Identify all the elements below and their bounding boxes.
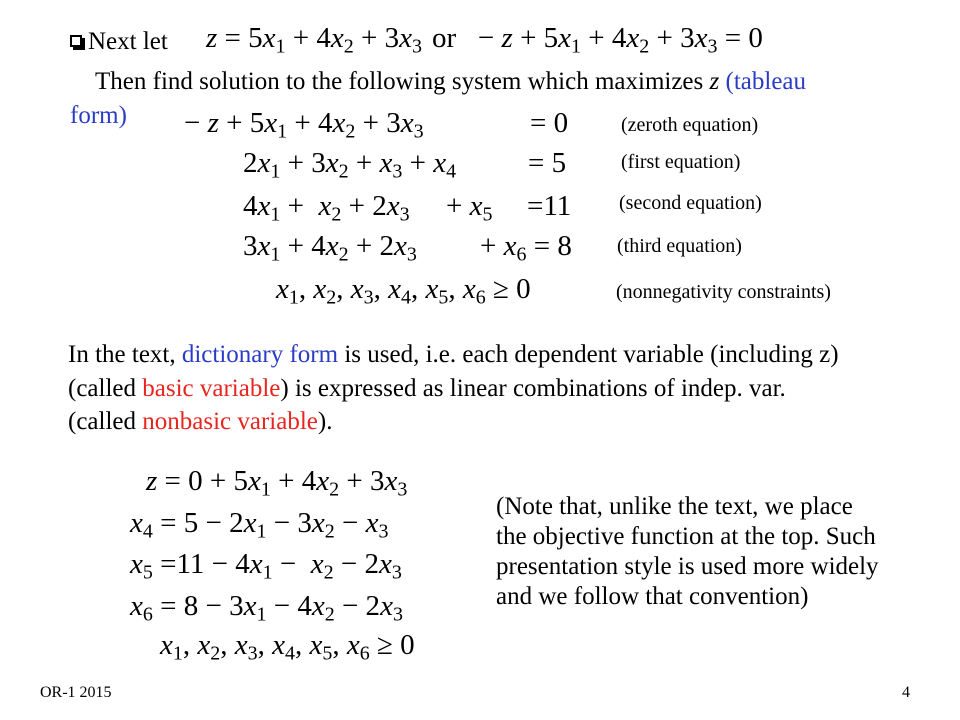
dict-l2-a: (called [68,375,143,402]
eq-second-slack: + $x_5$ [446,190,493,226]
note-nonneg: (nonnegativity constraints) [616,281,831,303]
side-note-line-2: the objective function at the top. Such [496,523,876,550]
dict-line-3 [68,407,332,436]
intro-text-part1: Then find solution to the following system which maximizes [95,68,710,95]
eq-zeroth-lhs: − $z + 5x_1 + 4x_2 + 3x_3$ [184,107,424,143]
intro-z: z [709,68,720,95]
page-number: 4 [902,684,910,701]
dict-line-1 [68,340,839,369]
side-note-line-3: presentation style is used more widely [496,553,879,580]
objective-alt-form: or − $z + 5x_1 + 4x_2 + 3x_3 = 0$ [432,22,763,58]
dict-term-basic-variable: basic variable [142,375,281,402]
note-first: (first equation) [621,151,741,173]
checkbox-bullet-icon [70,35,82,47]
objective-definition: $z = 5x_1 + 4x_2 + 3x_3$ [206,22,422,58]
dict-eq-x6: $x_6 = 8 - 3x_1 - 4x_2 - 2x_3$ [130,590,403,626]
dict-l3-c: ). [317,408,333,435]
dict-eq-x4: $x_4 = 5 - 2x_1 - 3x_2 - x_3$ [130,507,389,543]
eq-nonneg: $x_1$, $x_2$, $x_3$, $x_4$, $x_5$, $x_6 \ge 0$ [276,273,531,309]
intro-line-2: form) [70,102,127,129]
dict-eq-nonneg: $x_1$, $x_2$, $x_3$, $x_4$, $x_5$, $x_6 \ge 0$ [160,629,415,665]
eq-zeroth-rhs: = 0 [530,107,569,139]
dict-l1-c: is used, i.e. each dependent variable (including z) [338,341,839,368]
dict-eq-x5: $x_5 =11 - 4x_1 - x_2 - 2x_3$ [130,548,402,584]
eq-second-rhs: =11 [527,190,572,222]
dict-l1-a: In the text, [68,341,182,368]
note-second: (second equation) [619,192,762,214]
dict-l3-a: (called [68,408,143,435]
dict-eq-z: $z = 0 + 5x_1 + 4x_2 + 3x_3$ [146,465,408,501]
intro-line-1 [95,67,806,96]
intro-tableau: (tableau [719,68,807,95]
dict-term-dictionary-form: dictionary form [181,341,339,368]
footer-course: OR-1 2015 [40,684,112,701]
dict-line-2 [68,374,786,403]
note-zeroth: (zeroth equation) [621,114,759,136]
bullet-line [70,27,168,56]
eq-third-slack: + $x_6 = 8$ [480,230,572,266]
dict-l2-c: ) is expressed as linear combinations of indep. var. [280,375,786,402]
side-note-line-4: and we follow that convention) [496,583,809,610]
side-note-line-1: (Note that, unlike the text, we place [496,493,853,520]
note-third: (third equation) [617,235,742,257]
eq-first-rhs: = 5 [528,147,567,179]
eq-third-lhs: $3x_1 + 4x_2 + 2x_3$ [243,230,417,266]
dict-term-nonbasic-variable: nonbasic variable [142,408,318,435]
eq-first-lhs: $2x_1 + 3x_2 + x_3 + x_4$ [243,147,457,183]
eq-second-lhs: $4x_1 + x_2 + 2x_3$ [243,190,410,226]
next-let-label: Next let [88,28,168,55]
